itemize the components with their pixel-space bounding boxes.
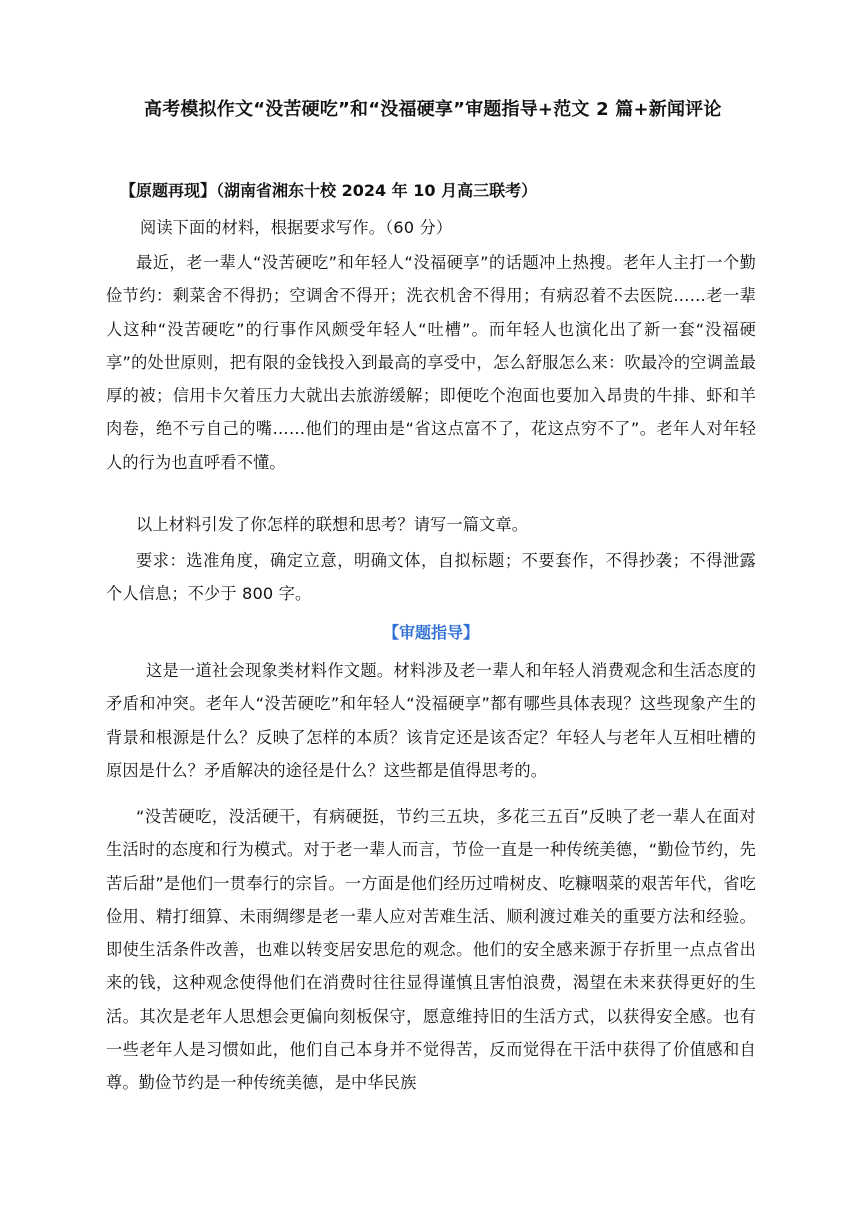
document-title: 高考模拟作文“没苦硬吃”和“没福硬享”审题指导+范文 2 篇+新闻评论 <box>144 99 722 120</box>
requirements-paragraph: 要求：选准角度，确定立意，明确文体，自拟标题；不要套作，不得抄袭；不得泄露个人信息；不少于 800 字。 <box>106 551 756 604</box>
guidance-paragraph-2: “没苦硬吃，没活硬干，有病硬挺，节约三五块，多花三五百”反映了老一辈人在面对生活时的态度和行为模式。对于老一辈人而言，节俭一直是一种传统美德，“勤俭节约，先苦后甜”是他们一贯奉行的宗旨。一方面是他们经历过啃树皮、吃糠咽菜的艰苦年代，省吃俭用、精打细算、未雨绸缪是老一辈人应对苦难生活、顺利渡过难关的重要方法和经验。即使生活条件改善，也难以转变居安思危的观念。他们的安全感来源于存折里一点点省出来的钱，这种观念使得他们在消费时往往显得谨慎且害怕浪费，渴望在未来获得更好的生活。其次是老年人思想会更偏向刻板保守，愿意维持旧的生活方式，以获得安全感。也有一些老年人是习惯如此，他们自己本身并不觉得苦，反而觉得在干活中获得了价值感和自尊。勤俭节约是一种传统美德，是中华民族 <box>106 807 756 1093</box>
prompt-paragraph: 以上材料引发了你怎样的联想和思考？请写一篇文章。 <box>136 515 529 534</box>
material-paragraph: 最近，老一辈人“没苦硬吃”和年轻人“没福硬享”的话题冲上热搜。老年人主打一个勤俭节约：剩菜舍不得扔；空调舍不得开；洗衣机舍不得用；有病忍着不去医院……老一辈人这种“没苦硬吃”的行事作风颇受年轻人“吐槽”。而年轻人也演化出了新一套“没福硬享”的处世原则，把有限的金钱投入到最高的享受中，怎么舒服怎么来：吹最冷的空调盖最厚的被；信用卡欠着压力大就出去旅游缓解；即便吃个泡面也要加入昂贵的牛排、虾和羊肉卷，绝不亏自己的嘴……他们的理由是“省这点富不了，花这点穷不了”。老年人对年轻人的行为也直呼看不懂。 <box>106 253 756 472</box>
guidance-paragraph-1: 这是一道社会现象类材料作文题。材料涉及老一辈人和年轻人消费观念和生活态度的矛盾和冲突。老年人“没苦硬吃”和年轻人“没福硬享”都有哪些具体表现？这些现象产生的背景和根源是什么？反映了怎样的本质？该肯定还是该否定？年轻人与老年人互相吐槽的原因是什么？矛盾解决的途径是什么？这些都是值得思考的。 <box>106 661 756 780</box>
instruction-text: 阅读下面的材料，根据要求写作。（60 分） <box>140 218 453 237</box>
original-question-heading: 【原题再现】（湖南省湘东十校 2024 年 10 月高三联考） <box>120 181 538 200</box>
guidance-heading: 【审题指导】 <box>382 623 479 642</box>
